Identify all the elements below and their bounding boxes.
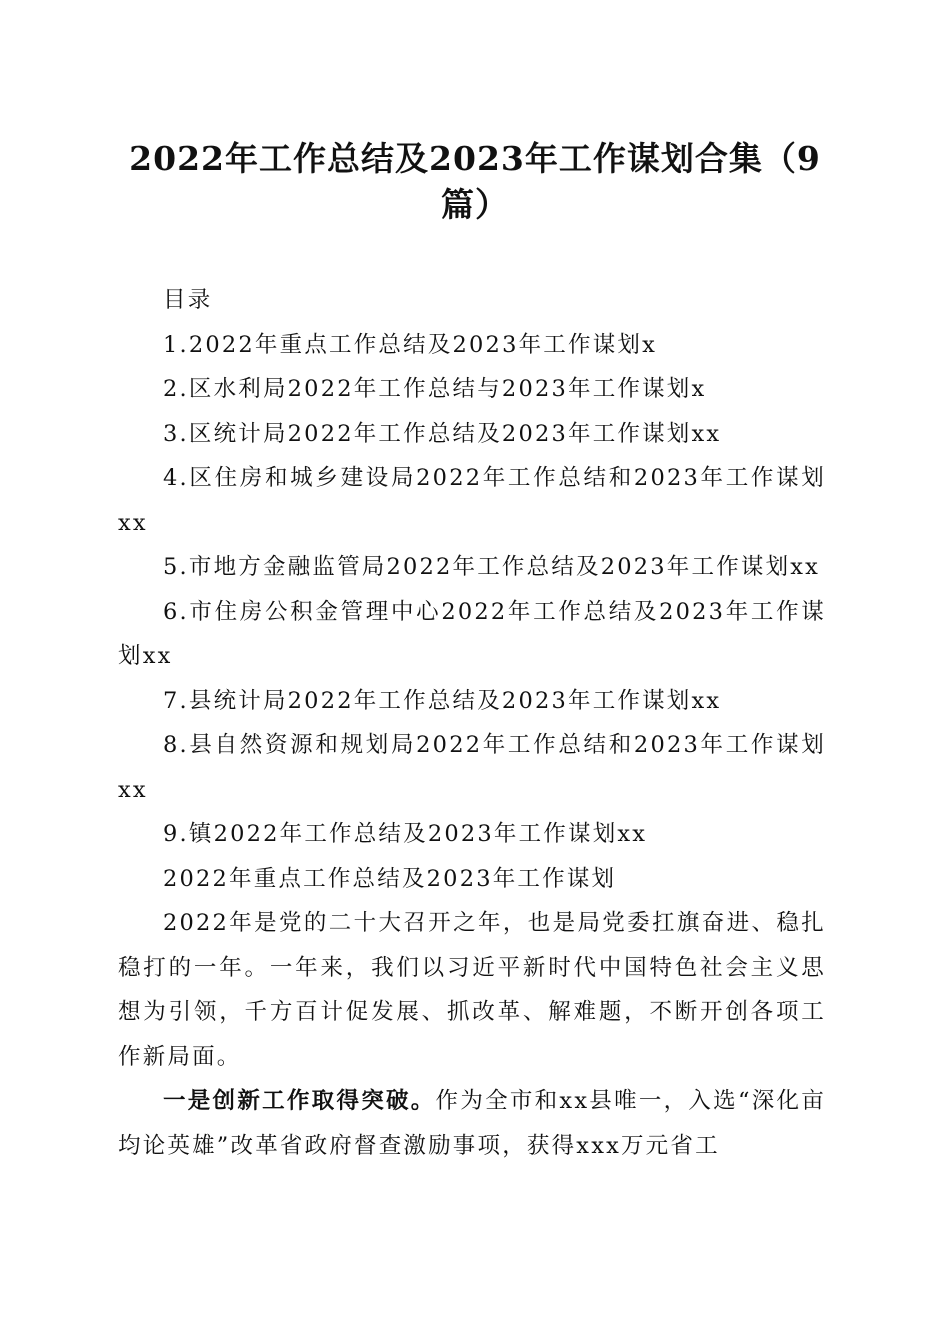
toc-heading: 目录	[163, 287, 213, 313]
toc-item-1: 1.2022年重点工作总结及2023年工作谋划x	[163, 331, 657, 358]
toc-item-2: 2.区水利局2022年工作总结与2023年工作谋划x	[163, 376, 707, 402]
point-1-paragraph	[118, 1079, 826, 1168]
toc-item-8: 8.县自然资源和规划局2022年工作总结和2023年工作谋划xx	[118, 732, 826, 803]
toc-item-7: 7.县统计局2022年工作总结及2023年工作谋划xx	[163, 687, 722, 714]
toc-item-5: 5.市地方金融监管局2022年工作总结及2023年工作谋划xx	[163, 554, 821, 580]
toc-item-3: 3.区统计局2022年工作总结及2023年工作谋划xx	[163, 420, 722, 447]
intro-paragraph: 2022年是党的二十大召开之年，也是局党委扛旗奋进、稳扎稳打的一年。一年来，我们以习近平新时代中国特色社会主义思想为引领，千方百计促发展、抓改革、解难题，不断开创各项工作新局面。	[118, 910, 826, 1070]
toc-item-9: 9.镇2022年工作总结及2023年工作谋划xx	[163, 821, 648, 847]
point-1-heading: 一是创新工作取得突破。	[163, 1088, 436, 1114]
document-title: 2022年工作总结及2023年工作谋划合集（9篇）	[129, 139, 821, 224]
document-body	[118, 278, 826, 1168]
toc-item-4: 4.区住房和城乡建设局2022年工作总结和2023年工作谋划xx	[118, 465, 826, 536]
point-1-text: 作为全市和xx县唯一，入选“深化亩均论英雄”改革省政府督查激励事项，获得xxx万元省工	[118, 1088, 826, 1159]
section-title: 2022年重点工作总结及2023年工作谋划	[163, 865, 617, 892]
toc-item-6: 6.市住房公积金管理中心2022年工作总结及2023年工作谋划xx	[118, 598, 826, 669]
